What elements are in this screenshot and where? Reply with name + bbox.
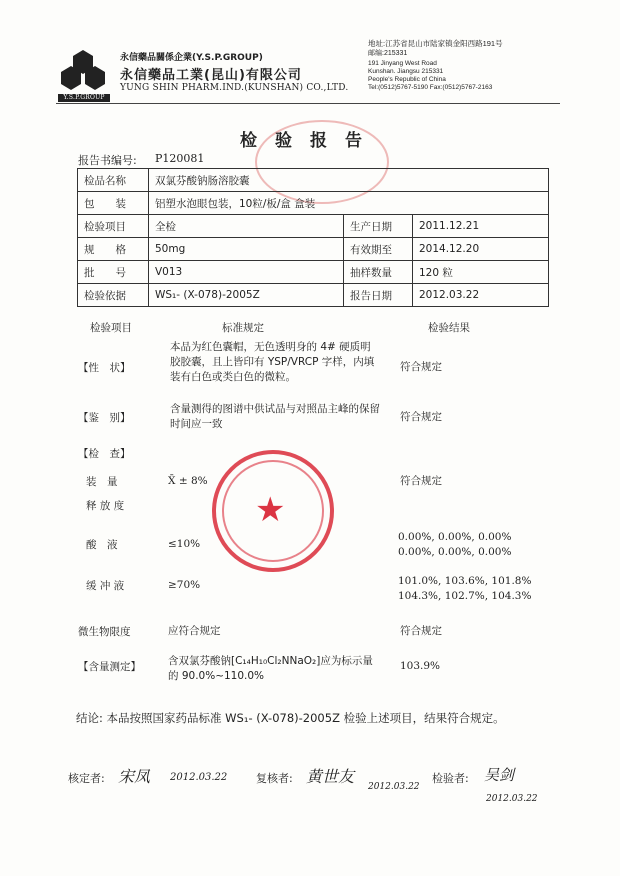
inspector-date: 2012.03.22 (486, 794, 538, 804)
verifier-date: 2012.03.22 (170, 772, 228, 783)
item-value: 全检 (149, 215, 344, 238)
prod-date-label: 生产日期 (344, 215, 413, 238)
batch-value: V013 (149, 261, 344, 284)
fill-result: 符合规定 (400, 475, 442, 487)
character-label: 【性 状】 (78, 362, 131, 374)
logo-caption: Y.S.P.GROUP (58, 94, 110, 102)
reviewer-label: 复核者: (256, 772, 293, 785)
info-table (77, 168, 549, 307)
address-line-1: 地址:江苏省昆山市陆家镇金阳西路191号 (368, 39, 503, 48)
release-label: 释 放 度 (86, 500, 125, 512)
expiry-label: 有效期至 (344, 238, 413, 261)
col-item-header: 检验项目 (90, 322, 132, 334)
buffer-result-1: 101.0%, 103.6%, 101.8% (398, 575, 532, 587)
micro-label: 微生物限度 (78, 626, 131, 638)
report-no-value: P120081 (155, 152, 205, 165)
ident-result: 符合规定 (400, 411, 442, 423)
buffer-result-2: 104.3%, 102.7%, 104.3% (398, 590, 532, 602)
acid-criteria: ≤10% (168, 538, 201, 550)
prod-date-value: 2011.12.21 (413, 215, 549, 238)
sample-value: 120 粒 (413, 261, 549, 284)
package-label: 包 装 (78, 192, 149, 215)
check-label: 【检 查】 (78, 448, 131, 460)
address-line-6: Tel:(0512)5767-5190 Fax:(0512)5767-2163 (368, 84, 493, 91)
address-line-2: 邮编:215331 (368, 50, 408, 57)
col-criteria-header: 标准规定 (222, 322, 264, 334)
batch-label: 批 号 (78, 261, 149, 284)
expiry-value: 2014.12.20 (413, 238, 549, 261)
report-no-label: 报告书编号: (78, 154, 137, 167)
seal-star-icon: ★ (255, 490, 286, 530)
micro-criteria: 应符合规定 (168, 625, 221, 637)
product-value: 双氯芬酸钠肠溶胶囊 (149, 169, 549, 192)
ident-label: 【鉴 别】 (78, 412, 131, 424)
basis-value: WS₁- (X-078)-2005Z (149, 284, 344, 307)
reviewer-date: 2012.03.22 (368, 782, 420, 792)
assay-criteria: 含双氯芬酸钠[C₁₄H₁₀Cl₂NNaO₂]应为标示量的 90.0%~110.0% (168, 655, 373, 682)
address-line-3: 191 Jinyang West Road (368, 60, 437, 67)
company-name-cn: 永信藥品工業(昆山)有限公司 (120, 68, 302, 83)
address-line-4: Kunshan. Jiangsu 215331 (368, 68, 444, 75)
inspector-signature: 吴剑 (484, 766, 515, 784)
product-label: 检品名称 (78, 169, 149, 192)
conclusion: 结论: 本品按照国家药品标准 WS₁- (X-078)-2005Z 检验上述项目，结果符合规定。 (76, 711, 505, 725)
fill-criteria: X̄ ± 8% (168, 475, 208, 487)
buffer-label: 缓 冲 液 (86, 580, 125, 592)
basis-label: 检验依据 (78, 284, 149, 307)
acid-result-2: 0.00%, 0.00%, 0.00% (398, 546, 512, 558)
acid-result-1: 0.00%, 0.00%, 0.00% (398, 531, 512, 543)
ident-criteria: 含量测得的图谱中供试品与对照品主峰的保留时间应一致 (170, 403, 380, 430)
verifier-label: 核定者: (68, 772, 105, 785)
reviewer-signature: 黄世友 (306, 767, 355, 786)
character-result: 符合规定 (400, 361, 442, 373)
package-value: 铝塑水泡眼包装，10粒/板/盒 盒装 (149, 192, 549, 215)
group-name: 永信藥品關係企業(Y.S.P.GROUP) (120, 53, 263, 63)
report-date-value: 2012.03.22 (413, 284, 549, 307)
company-name-en: YUNG SHIN PHARM.IND.(KUNSHAN) CO.,LTD. (120, 83, 349, 93)
company-logo (58, 48, 108, 90)
assay-label: 【含量测定】 (78, 661, 141, 673)
address-line-5: People's Republic of China (368, 76, 446, 83)
verifier-signature: 宋凤 (118, 767, 151, 786)
col-result-header: 检验结果 (428, 322, 470, 334)
sample-label: 抽样数量 (344, 261, 413, 284)
assay-result: 103.9% (400, 660, 441, 672)
micro-result: 符合规定 (400, 625, 442, 637)
spec-value: 50mg (149, 238, 344, 261)
buffer-criteria: ≥70% (168, 579, 201, 591)
fill-label: 装 量 (86, 476, 118, 488)
character-criteria: 本品为红色囊帽，无色透明身的 4# 硬质明胶胶囊，且上皆印有 YSP/VRCP 字样，内填装有白色或类白色的微粒。 (170, 341, 375, 383)
inspector-label: 检验者: (432, 772, 469, 785)
page-title: 检验报告 (240, 131, 380, 151)
report-date-label: 报告日期 (344, 284, 413, 307)
acid-label: 酸 液 (86, 539, 118, 551)
item-label: 检验项目 (78, 215, 149, 238)
header-divider (56, 103, 560, 104)
spec-label: 规 格 (78, 238, 149, 261)
